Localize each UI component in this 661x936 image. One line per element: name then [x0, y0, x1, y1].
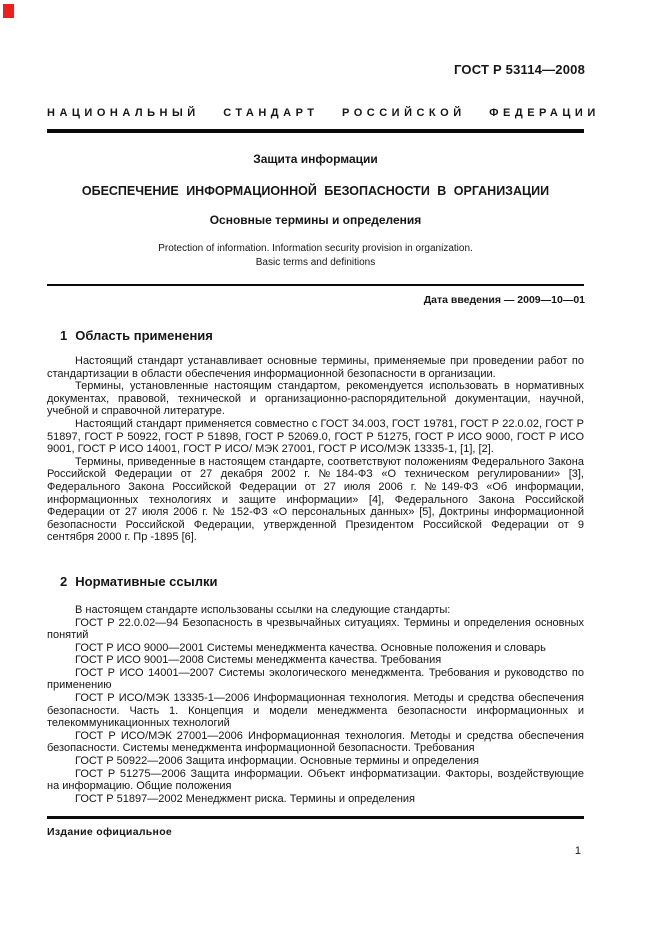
- paragraph: В настоящем стандарте использованы ссылки на следующие стандарты:: [75, 603, 451, 616]
- title-english-line1: Protection of information. Information security provision in organization.: [158, 243, 473, 254]
- title-main: ОБЕСПЕЧЕНИЕ ИНФОРМАЦИОННОЙ БЕЗОПАСНОСТИ В ОРГАНИЗАЦИИ: [81, 184, 550, 198]
- standard-reference: ГОСТ Р 50922—2006 Защита информации. Основные термины и определения: [75, 755, 479, 768]
- title-english-line2: Basic terms and definitions: [255, 257, 376, 268]
- paragraph: Термины, установленные настоящим стандартом, рекомендуется использовать в нормативных документах, правовой, технической и организационно-распорядительной документации, научной, учебной и справочной литературе.: [47, 380, 584, 418]
- effective-date: Дата введения — 2009—10—01: [423, 294, 585, 306]
- standard-reference: ГОСТ Р 51275—2006 Защита информации. Объект информатизации. Факторы, воздействующие на информацию. Общие положения: [47, 767, 584, 793]
- section-1-title: Область применения: [75, 328, 213, 343]
- section-2-heading: [60, 574, 584, 590]
- standard-reference: ГОСТ Р ИСО/МЭК 27001—2006 Информационная технология. Методы и средства обеспечения безопасности. Системы менеджмента информационной безопасности. Требования: [47, 729, 584, 755]
- title-divider-rule: [47, 284, 584, 286]
- title-subject: Защита информации: [253, 152, 378, 166]
- section-1-heading: [60, 328, 213, 344]
- official-edition-note: Издание официальное: [47, 826, 173, 838]
- paragraph: Термины, приведенные в настоящем стандарте, соответствуют положениям Федерального Закона Российской Федерации от 27 декабря 2002 г. №184-ФЗ «О техническом регулировании» [3], Федерального Закона Российской Федерации от 27 июля 2006 г. №149-ФЗ «Об информации, информационных технологиях и защите информации» [4], Федерального Закона Российской Федерации от 27 июля 2006 г. № 152-ФЗ «О персональных данных» [5], Доктрины информационной безопасности Российской Федерации, утвержденной Президентом Российской Федерации от 9 сентября 2000 г. Пр -1895 [6].: [47, 455, 584, 544]
- standard-reference: ГОСТ Р ИСО/МЭК 13335-1—2006 Информационная технология. Методы и средства обеспечения безопасности. Часть 1. Концепция и модели менеджмента безопасности информационных и телекоммуникационных технологий: [47, 692, 584, 730]
- doc-code: ГОСТ Р 53114—2008: [454, 62, 585, 77]
- section-2-number: 2: [60, 573, 68, 589]
- paragraph: Настоящий стандарт устанавливает основные термины, применяемые при проведении работ по стандартизации в области обеспечения информационной безопасности в организации.: [47, 355, 584, 380]
- footer-rule: [47, 816, 584, 819]
- standard-reference: ГОСТ Р 51897—2002 Менеджмент риска. Термины и определения: [75, 792, 416, 805]
- paragraph: Настоящий стандарт применяется совместно с ГОСТ 34.003, ГОСТ 19781, ГОСТ Р 22.0.02, ГОСТ Р 51897, ГОСТ Р 50922, ГОСТ Р 51898, ГОСТ Р 52069.0, ГОСТ Р 51275, ГОСТ Р ИСО 9000, ГОСТ Р ИСО 9001, ГОСТ Р ИСО 14001, ГОСТ Р ИСО/ МЭК 27001, ГОСТ Р ИСО/МЭК 13335-1, [1], [2].: [47, 417, 584, 456]
- standard-banner: НАЦИОНАЛЬНЫЙ СТАНДАРТ РОССИЙСКОЙ ФЕДЕРАЦИИ: [47, 107, 600, 119]
- standard-reference: ГОСТ Р ИСО 9001—2008 Системы менеджмента качества. Требования: [75, 654, 442, 667]
- document-body: [47, 355, 584, 805]
- standard-reference: ГОСТ Р ИСО 9000—2001 Системы менеджмента качества. Основные положения и словарь: [75, 641, 546, 654]
- section-2-title: Нормативные ссылки: [75, 573, 218, 589]
- title-subtitle: Основные термины и определения: [209, 213, 422, 227]
- page-number: 1: [574, 845, 581, 857]
- standard-reference: ГОСТ Р ИСО 14001—2007 Системы экологического менеджмента. Требования и руководство по применению: [47, 666, 584, 692]
- standard-reference: ГОСТ Р 22.0.02—94 Безопасность в чрезвычайных ситуациях. Термины и определения основных понятий: [47, 616, 584, 642]
- red-marker: [3, 4, 14, 18]
- header-rule: [47, 129, 584, 133]
- section-1-number: 1: [60, 328, 68, 343]
